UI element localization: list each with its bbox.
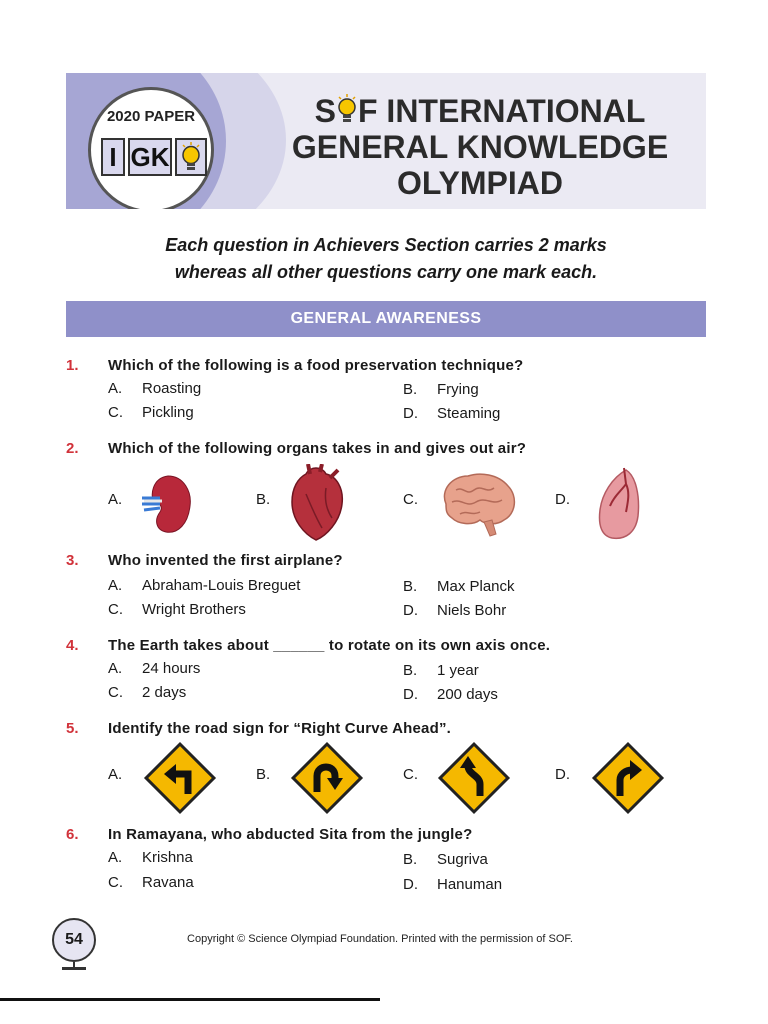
option-text: Wright Brothers xyxy=(142,601,246,618)
question-text: The Earth takes about ______ to rotate on its own axis once. xyxy=(108,637,551,654)
instruction-line-1: Each question in Achievers Section carries 2 marks xyxy=(165,235,607,255)
option-d[interactable] xyxy=(403,405,500,422)
option-b[interactable] xyxy=(403,381,479,398)
option-letter: D. xyxy=(403,876,418,893)
option-letter: D. xyxy=(403,602,418,619)
title-s: S xyxy=(314,93,336,129)
option-d-label: D. xyxy=(555,766,570,783)
option-text: Max Planck xyxy=(437,578,515,595)
option-letter: A. xyxy=(108,380,123,397)
option-letter: C. xyxy=(108,684,123,701)
option-d[interactable] xyxy=(403,876,502,893)
u-turn-sign-icon[interactable] xyxy=(289,740,365,816)
left-turn-sign-icon[interactable] xyxy=(142,740,218,816)
page-title xyxy=(266,93,694,201)
option-text: 1 year xyxy=(437,662,479,679)
header-banner xyxy=(66,73,706,209)
page-number-base xyxy=(62,967,86,970)
heart-icon[interactable] xyxy=(286,464,348,542)
option-text: Hanuman xyxy=(437,876,503,893)
option-c[interactable] xyxy=(108,684,186,701)
option-text: Pickling xyxy=(142,404,194,421)
option-text: Frying xyxy=(437,381,479,398)
option-text: Krishna xyxy=(142,849,193,866)
question-number: 6. xyxy=(66,826,79,843)
brain-icon[interactable] xyxy=(436,470,520,540)
question-number: 5. xyxy=(66,720,79,737)
left-curve-sign-icon[interactable] xyxy=(436,740,512,816)
question-number: 2. xyxy=(66,440,79,457)
option-letter: B. xyxy=(403,851,418,868)
option-d[interactable] xyxy=(403,686,498,703)
question-text: Which of the following organs takes in and gives out air? xyxy=(108,440,527,457)
marks-instructions xyxy=(80,232,692,286)
option-text: Ravana xyxy=(142,874,194,891)
lung-icon[interactable] xyxy=(596,466,642,542)
title-line1: F INTERNATIONAL xyxy=(357,93,646,129)
option-letter: B. xyxy=(403,381,418,398)
page-number: 54 xyxy=(52,918,96,962)
option-text: Roasting xyxy=(142,380,202,397)
option-b-label: B. xyxy=(256,491,271,508)
igko-logo xyxy=(101,138,207,176)
option-text: Niels Bohr xyxy=(437,602,507,619)
bulb-icon xyxy=(336,94,358,124)
badge-year: 2020 PAPER xyxy=(106,108,196,125)
right-curve-sign-icon[interactable] xyxy=(590,740,666,816)
title-line2: GENERAL KNOWLEDGE xyxy=(291,129,669,165)
option-b[interactable] xyxy=(403,851,488,868)
option-text: Steaming xyxy=(437,405,501,422)
option-letter: D. xyxy=(403,686,418,703)
logo-i: I xyxy=(101,138,125,176)
question-text: In Ramayana, who abducted Sita from the jungle? xyxy=(108,826,473,843)
option-letter: C. xyxy=(108,601,123,618)
option-text: 24 hours xyxy=(142,660,201,677)
option-c[interactable] xyxy=(108,404,194,421)
question-number: 3. xyxy=(66,552,79,569)
kidney-icon[interactable] xyxy=(140,472,194,536)
option-a[interactable] xyxy=(108,849,193,866)
option-letter: B. xyxy=(403,662,418,679)
option-a[interactable] xyxy=(108,380,201,397)
option-letter: A. xyxy=(108,849,123,866)
question-text: Identify the road sign for “Right Curve Ahead”. xyxy=(108,720,452,737)
option-text: Sugriva xyxy=(437,851,488,868)
option-a-label: A. xyxy=(108,491,123,508)
option-letter: C. xyxy=(108,874,123,891)
option-d-label: D. xyxy=(555,491,570,508)
option-text: 200 days xyxy=(437,686,498,703)
option-letter: A. xyxy=(108,577,123,594)
option-letter: C. xyxy=(108,404,123,421)
section-heading: GENERAL AWARENESS xyxy=(66,301,706,337)
option-letter: A. xyxy=(108,660,123,677)
option-text: Abraham-Louis Breguet xyxy=(142,577,301,594)
option-b[interactable] xyxy=(403,662,479,679)
option-c[interactable] xyxy=(108,874,194,891)
question-number: 4. xyxy=(66,637,79,654)
option-a[interactable] xyxy=(108,660,200,677)
option-letter: B. xyxy=(403,578,418,595)
bottom-rule xyxy=(0,998,380,1001)
option-d[interactable] xyxy=(403,602,506,619)
option-text: 2 days xyxy=(142,684,187,701)
title-line3: OLYMPIAD xyxy=(397,165,563,201)
question-number: 1. xyxy=(66,357,79,374)
option-c-label: C. xyxy=(403,766,418,783)
question-text: Who invented the first airplane? xyxy=(108,552,343,569)
option-c[interactable] xyxy=(108,601,246,618)
logo-gk: GK xyxy=(128,138,172,176)
question-text: Which of the following is a food preservation technique? xyxy=(108,357,524,374)
paper-badge xyxy=(88,87,214,209)
option-c-label: C. xyxy=(403,491,418,508)
copyright-notice: Copyright © Science Olympiad Foundation. Printed with the permission of SOF. xyxy=(187,933,573,945)
bulb-icon xyxy=(175,138,207,176)
option-b[interactable] xyxy=(403,578,515,595)
option-letter: D. xyxy=(403,405,418,422)
option-a[interactable] xyxy=(108,577,300,594)
instruction-line-2: whereas all other questions carry one mark each. xyxy=(174,262,598,282)
option-a-label: A. xyxy=(108,766,123,783)
option-b-label: B. xyxy=(256,766,271,783)
